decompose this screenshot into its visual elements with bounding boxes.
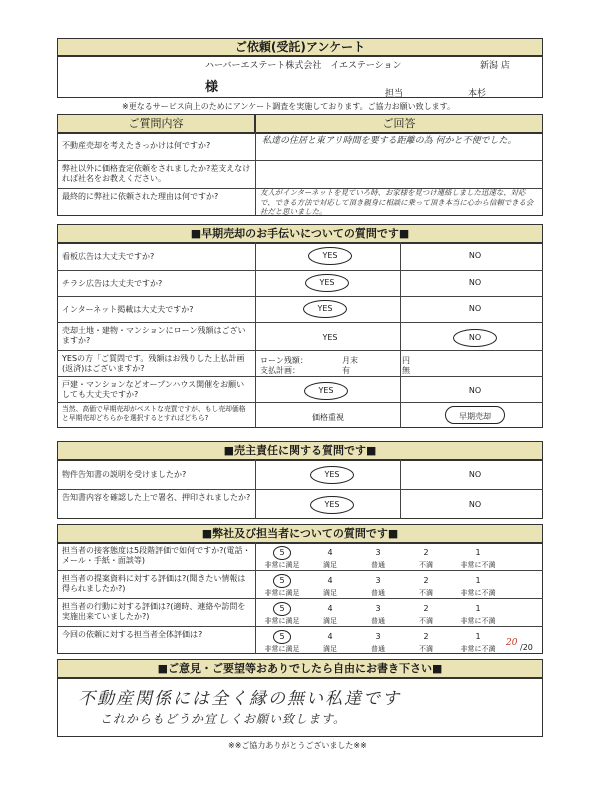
rating-label: 非常に満足: [264, 645, 300, 653]
question-disclosure-signed: 告知書内容を確認した上で署名、押印されましたか?: [62, 493, 251, 502]
rating-label: 満足: [323, 645, 337, 653]
yes-option[interactable]: YES: [324, 500, 340, 509]
no-option[interactable]: NO: [468, 470, 482, 479]
plan-no-label[interactable]: 無: [402, 366, 410, 375]
selected-yes-circle: [304, 382, 348, 400]
rating-label: 非常に満足: [264, 561, 300, 569]
rating-4[interactable]: 4: [327, 632, 333, 641]
question-proposal: 担当者の提案資料に対する評価は?(聞きたい情報は得られましたか?): [62, 574, 246, 593]
rating-label: 不満: [419, 561, 433, 569]
section-comments-title: ■ご意見・ご要望等おありでしたら自由にお書き下さい■: [57, 659, 543, 679]
selected-yes-circle: [310, 496, 354, 514]
yes-option[interactable]: YES: [322, 251, 338, 260]
question-signboard: 看板広告は大丈夫ですか?: [62, 252, 155, 261]
rating-2[interactable]: 2: [423, 604, 429, 613]
rating-1[interactable]: 1: [475, 576, 481, 585]
rating-3[interactable]: 3: [375, 548, 381, 557]
rating-5[interactable]: 5: [279, 548, 285, 557]
yes-option[interactable]: YES: [322, 333, 338, 342]
question-internet: インターネット掲載は大丈夫ですか?: [62, 305, 194, 314]
rating-label: 非常に不満: [460, 645, 496, 653]
row-line: [57, 376, 543, 377]
intro-answer: 私達の住居と東アリ時間を要する距離の為 何かと不便でした。: [262, 136, 517, 146]
rating-5[interactable]: 5: [279, 604, 285, 613]
selected-yes-circle: [305, 274, 349, 292]
branch-name: 新潟 店: [480, 61, 510, 71]
selected-rating-circle: [273, 574, 291, 588]
rating-5[interactable]: 5: [279, 576, 285, 585]
rating-3[interactable]: 3: [375, 632, 381, 641]
total-score-denominator: /20: [520, 643, 533, 652]
intro-row-line: [57, 160, 543, 161]
payment-plan-label: 支払計画：: [260, 366, 300, 375]
staff-label: 担当: [385, 89, 404, 99]
rating-1[interactable]: 1: [475, 632, 481, 641]
intro-answer: 友人がインターネットを見ていろ時、お家様を見つけ連絡しました迅速な、対応で、できる方法で対応して頂き親身に相談に乗って頂き本当に心から信頼できる会社だと思いました。: [260, 188, 534, 216]
rating-3[interactable]: 3: [375, 576, 381, 585]
no-option[interactable]: NO: [468, 500, 482, 509]
no-option[interactable]: NO: [468, 386, 482, 395]
rating-1[interactable]: 1: [475, 604, 481, 613]
total-score: 20: [506, 638, 518, 648]
row-line: [57, 598, 543, 599]
question-loan-balance: 売却土地・建物・マンションにローン残額はございますか?: [62, 326, 246, 345]
answer-column-header: ご回答: [255, 114, 543, 134]
intro-question: 不動産売却を考えたきっかけは何ですか?: [62, 141, 211, 150]
rating-label: 普通: [371, 589, 385, 597]
plan-yes-label[interactable]: 有: [342, 366, 350, 375]
footer-thanks: ※※ご協力ありがとうございました※※: [228, 741, 367, 750]
rating-label: 非常に不満: [460, 617, 496, 625]
section-early-sale-title: ■早期売却のお手伝いについての質問です■: [57, 224, 543, 244]
question-disclosure-explained: 物件告知書の説明を受けましたか?: [62, 470, 187, 479]
rating-label: 不満: [419, 589, 433, 597]
rating-label: 普通: [371, 645, 385, 653]
section-seller-responsibility-title: ■売主責任に関する質問です■: [57, 441, 543, 461]
rating-2[interactable]: 2: [423, 548, 429, 557]
rating-label: 不満: [419, 617, 433, 625]
no-option[interactable]: NO: [468, 251, 482, 260]
question-column-header: ご質問内容: [57, 114, 255, 134]
selected-yes-circle: [308, 247, 352, 265]
intro-question: 最終的に弊社に依頼された理由は何ですか?: [62, 192, 219, 201]
rating-label: 非常に満足: [264, 589, 300, 597]
no-option[interactable]: NO: [468, 304, 482, 313]
price-priority-option[interactable]: 価格重視: [312, 413, 344, 422]
selected-rating-circle: [273, 602, 291, 616]
section-company-staff-title: ■弊社及び担当者についての質問です■: [57, 524, 543, 544]
question-open-house: 戸建・マンションなどオープンハウス開催をお願いしても大丈夫ですか?: [62, 380, 245, 399]
comment-line-1: 不動産関係には全く縁の無い私達です: [78, 689, 401, 709]
rating-4[interactable]: 4: [327, 576, 333, 585]
question-price-or-speed: 当然、高価で早期売却がベストな売買ですが、もし売却価格と早期売却どちらかを選択するとすればどちら?: [62, 405, 246, 422]
selected-rating-circle: [273, 630, 291, 644]
rating-2[interactable]: 2: [423, 632, 429, 641]
question-attitude: 担当者の接客態度は5段階評価で如何ですか?(電話・メール・手紙・面談等): [62, 546, 251, 565]
rating-label: 非常に不満: [460, 589, 496, 597]
yes-option[interactable]: YES: [317, 304, 333, 313]
notice-text: ※更なるサービス向上のためにアンケート調査を実施しております。ご協力お願い致します。: [122, 102, 455, 111]
comment-line-2: これからもどうか宜しくお願い致します。: [100, 712, 347, 726]
question-loan-plan: YESの方「ご質問です。残額はお残りした上払計画(返済)はございますか?: [62, 354, 245, 373]
rating-label: 満足: [323, 617, 337, 625]
rating-label: 満足: [323, 589, 337, 597]
rating-label: 非常に不満: [460, 561, 496, 569]
form-title: ご依頼(受託)アンケート: [57, 38, 543, 56]
company-name: ハーバーエステート株式会社 イエステーション: [205, 61, 402, 71]
row-line: [57, 626, 543, 627]
row-line: [57, 322, 543, 323]
rating-label: 普通: [371, 561, 385, 569]
selected-early-sale-circle: [445, 406, 505, 424]
intro-question: 弊社以外に価格査定依頼をされましたか?差支えなければ社名をお教えください。: [62, 164, 251, 183]
rating-label: 満足: [323, 561, 337, 569]
loan-yen-label: 円: [402, 356, 410, 365]
selected-yes-circle: [303, 300, 347, 318]
row-line: [57, 296, 543, 297]
rating-label: 不満: [419, 645, 433, 653]
selected-rating-circle: [273, 546, 291, 560]
rating-label: 非常に満足: [264, 617, 300, 625]
no-option[interactable]: NO: [468, 278, 482, 287]
yes-option[interactable]: YES: [324, 470, 340, 479]
row-line: [57, 402, 543, 403]
early-sale-option[interactable]: 早期売却: [459, 412, 491, 421]
yes-option[interactable]: YES: [319, 278, 335, 287]
loan-month-label: 月末: [342, 356, 358, 365]
question-overall: 今回の依頼に対する担当者全体評価は?: [62, 630, 203, 639]
rating-2[interactable]: 2: [423, 576, 429, 585]
rating-5[interactable]: 5: [279, 632, 285, 641]
rating-4[interactable]: 4: [327, 604, 333, 613]
staff-name: 本杉: [468, 89, 487, 99]
rating-4[interactable]: 4: [327, 548, 333, 557]
yes-option[interactable]: YES: [318, 386, 334, 395]
row-line: [57, 570, 543, 571]
no-option[interactable]: NO: [468, 333, 482, 342]
question-flyer: チラシ広告は大丈夫ですか?: [62, 279, 163, 288]
intro-divider: [255, 132, 256, 216]
rating-3[interactable]: 3: [375, 604, 381, 613]
selected-yes-circle: [310, 466, 354, 484]
question-action: 担当者の行動に対する評価は?(適時、連絡や訪問を実施出来ていましたか?): [62, 602, 246, 621]
rating-1[interactable]: 1: [475, 548, 481, 557]
row-line: [57, 270, 543, 271]
customer-honorific: 様: [205, 80, 219, 95]
rating-label: 普通: [371, 617, 385, 625]
row-line: [57, 350, 543, 351]
row-line: [57, 489, 543, 490]
loan-balance-label: ローン残額：: [260, 356, 308, 365]
selected-no-circle: [453, 329, 497, 347]
